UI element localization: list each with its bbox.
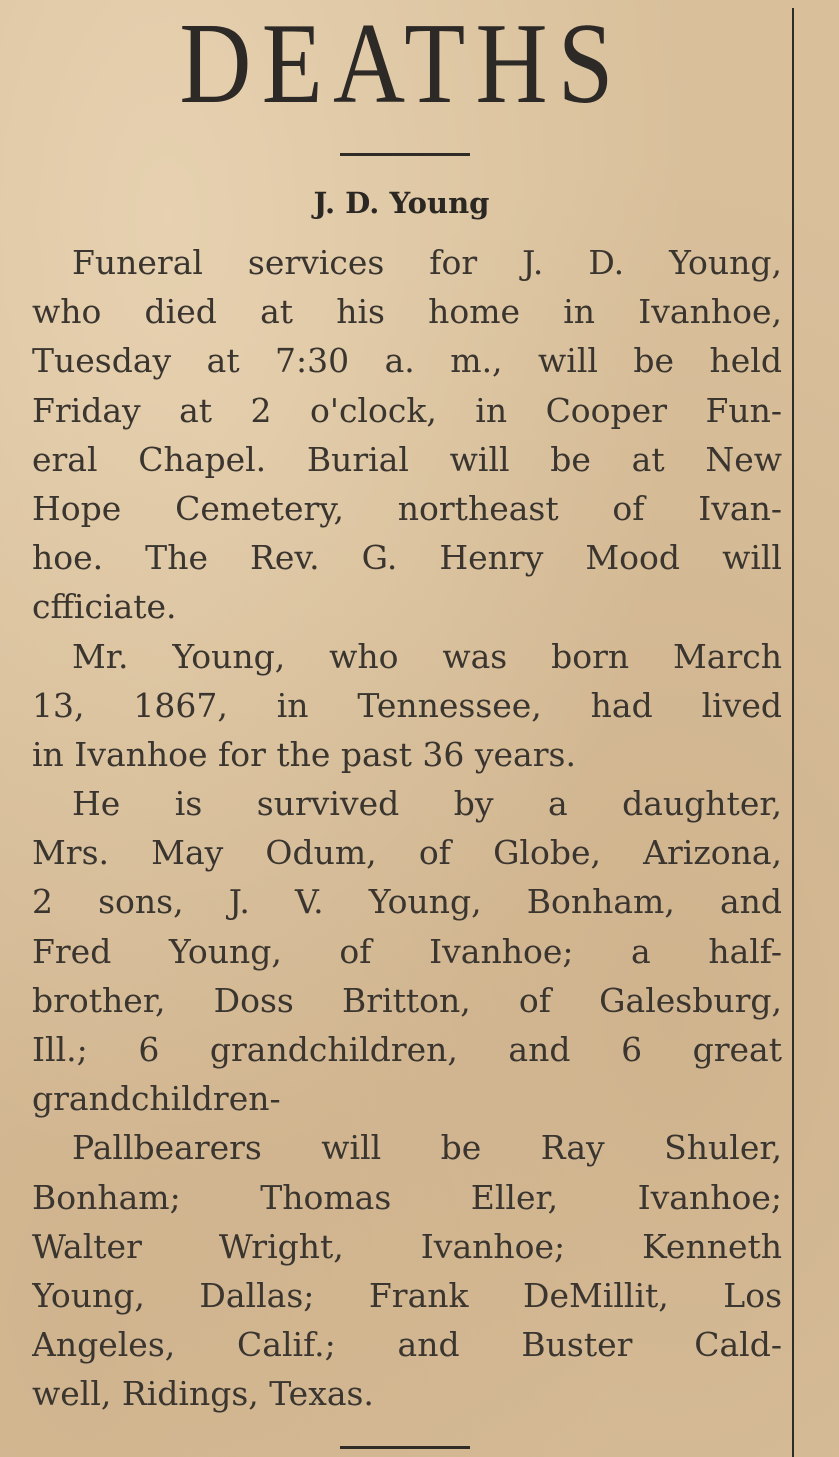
text-line: Walter Wright, Ivanhoe; Kenneth: [32, 1226, 782, 1266]
text-line: who died at his home in Ivanhoe,: [32, 292, 782, 332]
text-line: Pallbearers will be Ray Shuler,: [72, 1128, 782, 1168]
text-line: Friday at 2 o'clock, in Cooper Fun-: [32, 390, 782, 430]
obituary-paragraph: [32, 238, 782, 632]
column-divider: [792, 8, 794, 1457]
text-line: Angeles, Calif.; and Buster Cald-: [32, 1325, 782, 1365]
text-line: Ill.; 6 grandchildren, and 6 great: [32, 1030, 782, 1069]
text-line: Funeral services for J. D. Young,: [72, 243, 782, 282]
text-line: 2 sons, J. V. Young, Bonham, and: [32, 882, 782, 922]
text-line: Bonham; Thomas Eller, Ivanhoe;: [32, 1177, 782, 1217]
end-divider: [340, 1446, 470, 1449]
heading-divider: [340, 153, 470, 156]
text-line: Hope Cemetery, northeast of Ivan-: [32, 488, 782, 528]
text-line: 13, 1867, in Tennessee, had lived: [32, 685, 782, 725]
text-line: He is survived by a daughter,: [72, 784, 782, 824]
obituary-paragraph: [32, 632, 782, 780]
obituary-body: [32, 238, 782, 1419]
text-line: Tuesday at 7:30 a. m., will be held: [32, 341, 782, 381]
text-line: well, Ridings, Texas.: [32, 1374, 374, 1414]
section-heading: DEATHS: [179, 0, 624, 128]
obituary-paragraph: [32, 779, 782, 1123]
text-line: hoe. The Rev. G. Henry Mood will: [32, 538, 782, 578]
text-line: cfficiate.: [32, 587, 177, 627]
text-line: Mr. Young, who was born March: [72, 636, 782, 676]
text-line: brother, Doss Britton, of Galesburg,: [32, 980, 782, 1020]
text-line: grandchildren-: [32, 1079, 281, 1119]
text-line: in Ivanhoe for the past 36 years.: [32, 734, 576, 774]
text-line: eral Chapel. Burial will be at New: [32, 439, 782, 479]
text-line: Young, Dallas; Frank DeMillit, Los: [32, 1275, 782, 1315]
obituary-paragraph: [32, 1123, 782, 1418]
text-line: Fred Young, of Ivanhoe; a half-: [32, 931, 782, 971]
text-line: Mrs. May Odum, of Globe, Arizona,: [32, 833, 782, 873]
obituary-name: J. D. Young: [313, 186, 490, 220]
